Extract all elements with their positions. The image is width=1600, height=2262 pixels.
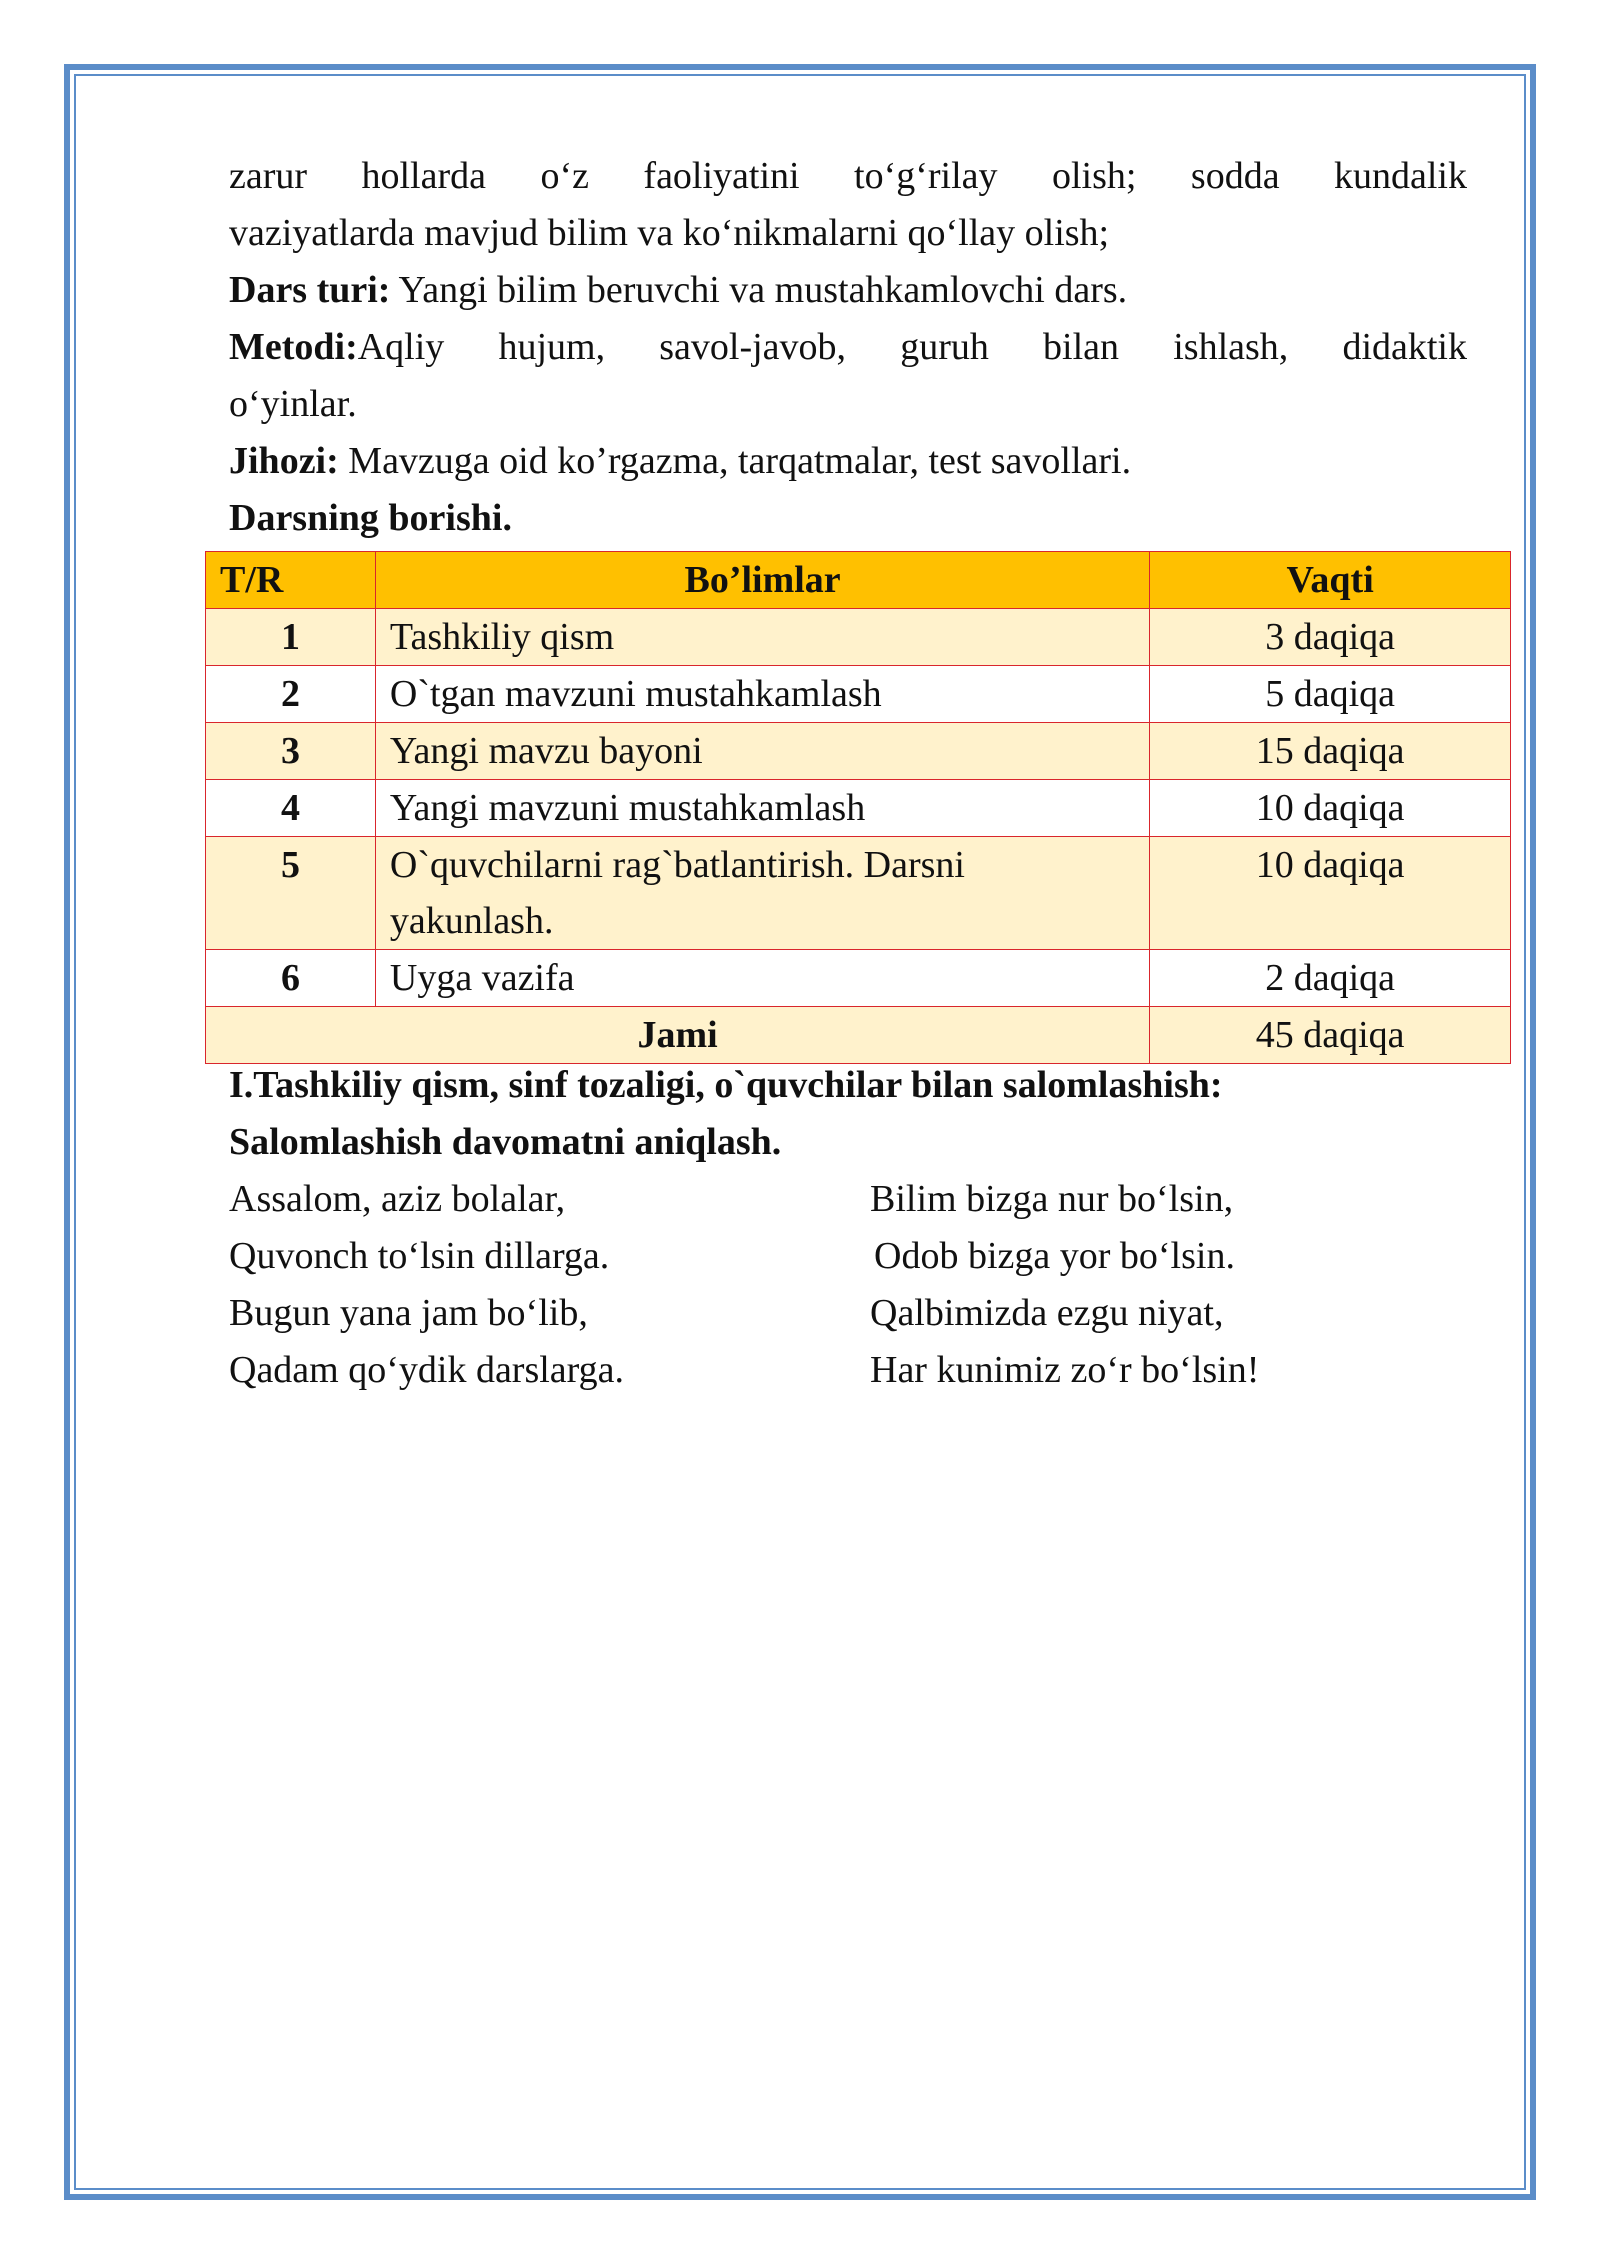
- row-number: 5: [206, 837, 376, 950]
- row-number: 3: [206, 723, 376, 780]
- poem-line: Bugun yana jam bo‘lib,: [229, 1292, 588, 1334]
- poem-line: Odob bizga yor bo‘lsin.: [874, 1235, 1235, 1277]
- metodi-line-2: o‘yinlar.: [229, 383, 357, 425]
- total-label: Jami: [206, 1007, 1150, 1064]
- jihozi-text: Mavzuga oid ko’rgazma, tarqatmalar, test savollari.: [338, 440, 1132, 482]
- row-time: 3 daqiqa: [1150, 609, 1511, 666]
- row-time: 10 daqiqa: [1150, 837, 1511, 950]
- total-time: 45 daqiqa: [1150, 1007, 1511, 1064]
- dars-turi-label: Dars turi:: [229, 269, 391, 311]
- row-section-line-2: yakunlash.: [389, 900, 554, 942]
- poem-right-column: [870, 1171, 1259, 1399]
- section-heading-line-1: I.Tashkiliy qism, sinf tozaligi, o`quvchilar bilan salomlashish:: [229, 1064, 1223, 1106]
- jihozi-line: [229, 433, 1467, 490]
- lesson-intro: [229, 148, 1467, 547]
- dars-turi-line: [229, 262, 1467, 319]
- header-tr: T/R: [206, 552, 376, 609]
- row-number: 6: [206, 950, 376, 1007]
- section-heading: [229, 1057, 1467, 1171]
- row-section: O`tgan mavzuni mustahkamlash: [375, 666, 1149, 723]
- table-row: [206, 950, 1511, 1007]
- darsning-borishi-text: Darsning borishi.: [229, 497, 512, 539]
- lesson-plan-table: [205, 551, 1511, 1064]
- poem-line: Qalbimizda ezgu niyat,: [870, 1292, 1224, 1334]
- table-row: [206, 723, 1511, 780]
- row-section: [375, 837, 1149, 950]
- dars-turi-text: Yangi bilim beruvchi va mustahkamlovchi dars.: [390, 269, 1128, 311]
- intro-line-1: zarur hollarda o‘z faoliyatini to‘g‘rilay olish; sodda kundalik: [229, 155, 1467, 197]
- row-number: 1: [206, 609, 376, 666]
- poem-left-column: [229, 1171, 624, 1399]
- row-section: Tashkiliy qism: [375, 609, 1149, 666]
- poem-line: Quvonch to‘lsin dillarga.: [229, 1235, 610, 1277]
- table-row: [206, 666, 1511, 723]
- row-time: 10 daqiqa: [1150, 780, 1511, 837]
- header-vaqti: Vaqti: [1150, 552, 1511, 609]
- row-section: Yangi mavzu bayoni: [375, 723, 1149, 780]
- poem-line: Qadam qo‘ydik darslarga.: [229, 1349, 625, 1391]
- darsning-borishi-heading: [229, 490, 1467, 547]
- row-time: 2 daqiqa: [1150, 950, 1511, 1007]
- section-heading-line-2: Salomlashish davomatni aniqlash.: [229, 1121, 782, 1163]
- metodi-label: Metodi:: [229, 326, 358, 368]
- jihozi-label: Jihozi:: [229, 440, 339, 482]
- metodi-text: Aqliy hujum, savol-javob, guruh bilan ishlash, didaktik: [357, 326, 1467, 368]
- table-header-row: [206, 552, 1511, 609]
- table-row: [206, 780, 1511, 837]
- row-section-line-1: O`quvchilarni rag`batlantirish. Darsni: [389, 844, 965, 886]
- table-row: [206, 609, 1511, 666]
- poem-line: Bilim bizga nur bo‘lsin,: [870, 1178, 1234, 1220]
- table-row: [206, 837, 1511, 950]
- row-number: 2: [206, 666, 376, 723]
- row-number: 4: [206, 780, 376, 837]
- intro-line-2: vaziyatlarda mavjud bilim va ko‘nikmalarni qo‘llay olish;: [229, 212, 1110, 254]
- row-time: 5 daqiqa: [1150, 666, 1511, 723]
- row-time: 15 daqiqa: [1150, 723, 1511, 780]
- header-bolimlar: Bo’limlar: [375, 552, 1149, 609]
- table-total-row: [206, 1007, 1511, 1064]
- poem-line: Har kunimiz zo‘r bo‘lsin!: [870, 1349, 1260, 1391]
- row-section: Uyga vazifa: [375, 950, 1149, 1007]
- metodi-line-1: [229, 319, 1467, 376]
- row-section: Yangi mavzuni mustahkamlash: [375, 780, 1149, 837]
- poem-line: Assalom, aziz bolalar,: [229, 1178, 566, 1220]
